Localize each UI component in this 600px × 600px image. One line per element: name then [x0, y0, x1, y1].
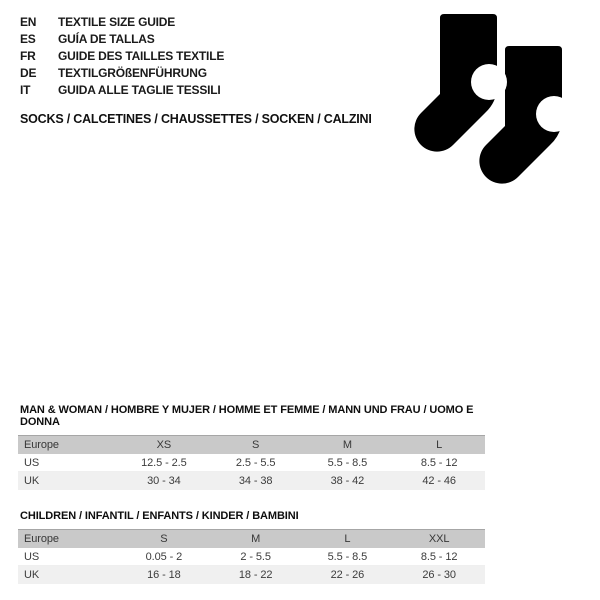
size-cell: 18 - 22 — [238, 569, 273, 581]
row-label: UK — [24, 569, 40, 581]
size-cell: 16 - 18 — [147, 569, 181, 581]
language-code: IT — [20, 82, 31, 97]
row-label: US — [24, 550, 40, 563]
column-header: L — [436, 439, 443, 451]
language-label: TEXTILE SIZE GUIDE — [58, 14, 176, 29]
column-header: S — [160, 533, 168, 545]
column-header: S — [252, 439, 260, 451]
size-cell: 2.5 - 5.5 — [235, 456, 276, 469]
heel-cutout — [536, 96, 572, 132]
size-cell: 12.5 - 2.5 — [141, 456, 187, 469]
table-row — [18, 566, 485, 584]
language-row-en — [20, 13, 224, 30]
row-label: US — [24, 456, 40, 469]
column-header: XXL — [428, 533, 450, 545]
language-label: TEXTILGRÖßENFÜHRUNG — [58, 65, 207, 80]
heel-cutout — [471, 64, 507, 100]
language-row-de — [20, 64, 224, 81]
language-code: DE — [20, 65, 37, 80]
children-section — [18, 510, 485, 584]
language-row-it — [20, 81, 224, 98]
man-woman-section — [18, 404, 485, 490]
size-cell: 26 - 30 — [422, 569, 456, 581]
size-cell: 8.5 - 12 — [420, 456, 458, 469]
table-title: MAN & WOMAN / HOMBRE Y MUJER / HOMME ET FEMME / MANN UND FRAU / UOMO E DONNA — [20, 404, 474, 428]
column-header: M — [251, 533, 261, 545]
size-cell: 5.5 - 8.5 — [327, 550, 368, 563]
size-cell: 42 - 46 — [422, 475, 456, 487]
table-row — [18, 472, 485, 490]
table-row — [18, 454, 485, 472]
size-cell: 22 - 26 — [330, 569, 365, 581]
column-header: XS — [156, 439, 172, 451]
language-list — [20, 13, 224, 98]
size-cell: 34 - 38 — [238, 475, 273, 487]
language-code: FR — [20, 48, 36, 63]
row-label: UK — [24, 475, 40, 487]
column-header: M — [342, 439, 352, 451]
children-size-table — [18, 529, 485, 584]
size-cell: 8.5 - 12 — [420, 550, 458, 563]
table-row — [18, 548, 485, 566]
size-cell: 2 - 5.5 — [240, 550, 271, 563]
table-title: CHILDREN / INFANTIL / ENFANTS / KINDER / BAMBINI — [20, 510, 299, 522]
language-label: GUÍA DE TALLAS — [58, 31, 155, 46]
language-code: ES — [20, 31, 36, 46]
front-sock — [414, 14, 507, 152]
size-cell: 30 - 34 — [147, 475, 181, 487]
language-row-fr — [20, 47, 224, 64]
language-row-es — [20, 30, 224, 47]
size-cell: 0.05 - 2 — [145, 550, 183, 563]
language-label: GUIDE DES TAILLES TEXTILE — [58, 48, 225, 63]
size-cell: 38 - 42 — [330, 475, 365, 487]
size-cell: 5.5 - 8.5 — [327, 456, 368, 469]
socks-icon — [395, 5, 595, 190]
man-woman-size-table — [18, 435, 485, 490]
column-header: Europe — [24, 439, 59, 451]
language-code: EN — [20, 14, 37, 29]
language-label: GUIDA ALLE TAGLIE TESSILI — [58, 82, 221, 97]
socks-icon-svg — [395, 5, 595, 190]
table-header-row — [18, 530, 485, 548]
column-header: L — [344, 533, 351, 545]
category-title: SOCKS / CALCETINES / CHAUSSETTES / SOCKEN / CALZINI — [20, 112, 372, 126]
table-header-row — [18, 436, 485, 454]
column-header: Europe — [24, 533, 59, 545]
